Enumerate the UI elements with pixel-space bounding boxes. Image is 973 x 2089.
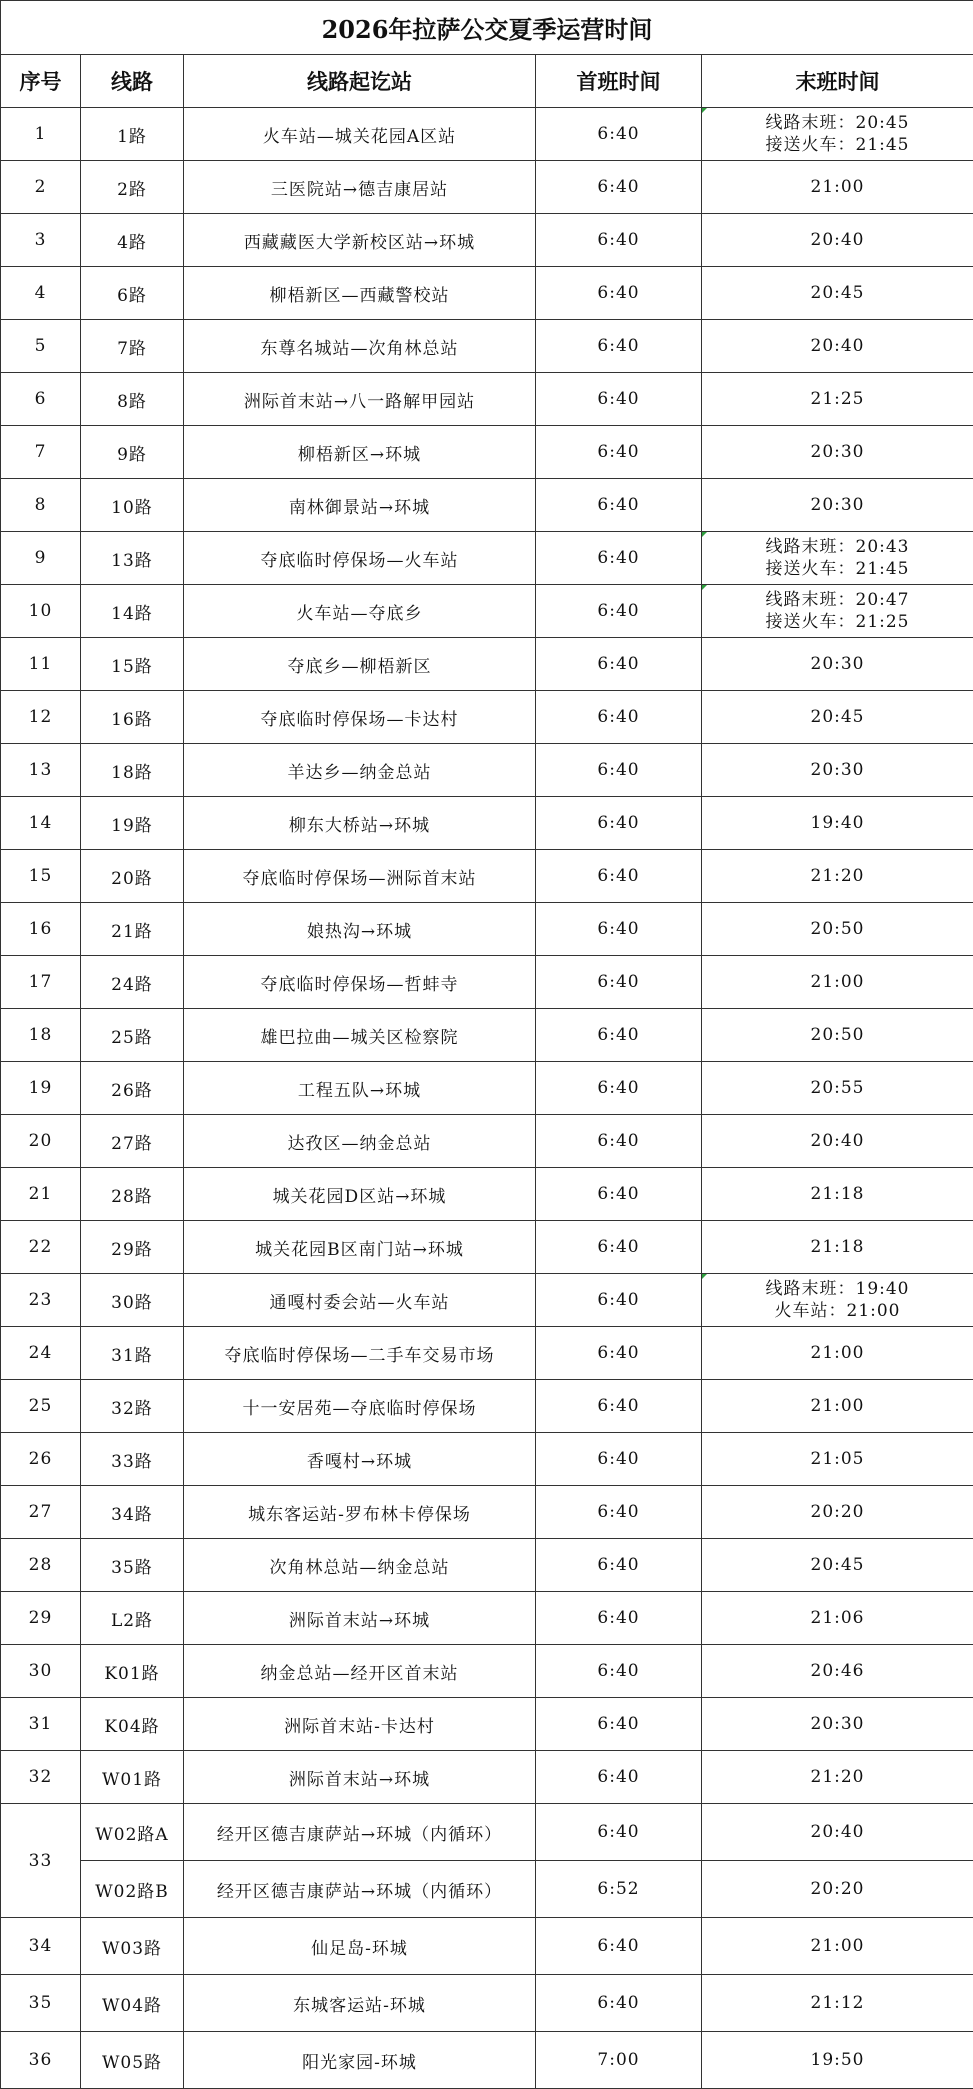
table-row xyxy=(1,1539,973,1592)
row-line: 29路 xyxy=(81,1221,184,1274)
table-row xyxy=(1,479,973,532)
row-last-time xyxy=(702,903,973,956)
row-first-time: 6:40 xyxy=(536,1433,702,1486)
last-time-line: 21:05 xyxy=(702,1448,973,1470)
header-last: 末班时间 xyxy=(702,55,973,108)
row-route: 柳东大桥站→环城 xyxy=(184,797,536,850)
row-line: 6路 xyxy=(81,267,184,320)
last-time-line: 21:00 xyxy=(702,1935,973,1957)
row-first-time: 6:40 xyxy=(536,1804,702,1861)
row-last-time: 20:40 xyxy=(702,1804,973,1861)
row-first-time: 6:40 xyxy=(536,161,702,214)
row-last-time xyxy=(702,956,973,1009)
table-row xyxy=(1,850,973,903)
row-last-time xyxy=(702,1062,973,1115)
row-route: 雄巴拉曲—城关区检察院 xyxy=(184,1009,536,1062)
row-last-time xyxy=(702,1380,973,1433)
table-row xyxy=(1,426,973,479)
row-route: 夺底临时停保场—哲蚌寺 xyxy=(184,956,536,1009)
row-index: 2 xyxy=(1,161,81,214)
row-line: K01路 xyxy=(81,1645,184,1698)
row-last-time: 20:20 xyxy=(702,1861,973,1918)
row-route: 经开区德吉康萨站→环城（内循环） xyxy=(184,1861,536,1918)
table-row xyxy=(1,1009,973,1062)
row-index: 14 xyxy=(1,797,81,850)
last-time-line: 20:46 xyxy=(702,1660,973,1682)
row-route: 夺底临时停保场—洲际首末站 xyxy=(184,850,536,903)
table-row xyxy=(1,1274,973,1327)
row-line: 2路 xyxy=(81,161,184,214)
last-time-line: 20:40 xyxy=(702,335,973,357)
table-row xyxy=(1,1698,973,1751)
row-line: 32路 xyxy=(81,1380,184,1433)
row-index: 6 xyxy=(1,373,81,426)
row-first-time: 6:40 xyxy=(536,1380,702,1433)
row-route: 柳梧新区—西藏警校站 xyxy=(184,267,536,320)
header-row xyxy=(1,55,973,108)
row-route: 达孜区—纳金总站 xyxy=(184,1115,536,1168)
row-first-time: 6:40 xyxy=(536,903,702,956)
row-index: 21 xyxy=(1,1168,81,1221)
row-route: 仙足岛-环城 xyxy=(184,1918,536,1975)
row-index: 30 xyxy=(1,1645,81,1698)
row-index: 20 xyxy=(1,1115,81,1168)
row-line: 35路 xyxy=(81,1539,184,1592)
last-time-line: 21:25 xyxy=(702,388,973,410)
row-route: 城关花园D区站→环城 xyxy=(184,1168,536,1221)
last-time-line: 19:40 xyxy=(702,812,973,834)
row-route: 东城客运站-环城 xyxy=(184,1975,536,2032)
row-first-time: 6:40 xyxy=(536,214,702,267)
row-last-time xyxy=(702,1221,973,1274)
row-line: 14路 xyxy=(81,585,184,638)
last-time-line: 接送火车：21:25 xyxy=(702,611,973,633)
row-last-time xyxy=(702,1751,973,1804)
row-index: 10 xyxy=(1,585,81,638)
last-time-line: 接送火车：21:45 xyxy=(702,558,973,580)
row-first-time: 6:40 xyxy=(536,638,702,691)
last-time-line: 21:00 xyxy=(702,1395,973,1417)
last-time-line: 20:30 xyxy=(702,494,973,516)
row-line: L2路 xyxy=(81,1592,184,1645)
row-index: 22 xyxy=(1,1221,81,1274)
row-route: 夺底临时停保场—卡达村 xyxy=(184,691,536,744)
row-index: 3 xyxy=(1,214,81,267)
table-row xyxy=(1,956,973,1009)
row-index: 1 xyxy=(1,108,81,161)
row-route: 夺底乡—柳梧新区 xyxy=(184,638,536,691)
last-time-line: 20:20 xyxy=(702,1501,973,1523)
row-line: 10路 xyxy=(81,479,184,532)
row-first-time: 6:40 xyxy=(536,1009,702,1062)
row-first-time: 6:40 xyxy=(536,1918,702,1975)
row-first-time: 6:40 xyxy=(536,1645,702,1698)
last-time-line: 21:12 xyxy=(702,1992,973,2014)
row-index: 13 xyxy=(1,744,81,797)
row-last-time xyxy=(702,161,973,214)
row-line: 26路 xyxy=(81,1062,184,1115)
row-last-time xyxy=(702,1327,973,1380)
last-time-line: 21:18 xyxy=(702,1236,973,1258)
row-first-time: 6:40 xyxy=(536,1486,702,1539)
row-line: 7路 xyxy=(81,320,184,373)
row-line: 16路 xyxy=(81,691,184,744)
row-first-time: 6:40 xyxy=(536,108,702,161)
table-row xyxy=(1,744,973,797)
row-line: 27路 xyxy=(81,1115,184,1168)
table-row xyxy=(1,1751,973,1804)
row-line: 9路 xyxy=(81,426,184,479)
row-index: 15 xyxy=(1,850,81,903)
row-first-time: 6:40 xyxy=(536,1274,702,1327)
row-index: 24 xyxy=(1,1327,81,1380)
last-time-line: 20:40 xyxy=(702,229,973,251)
row-index: 34 xyxy=(1,1918,81,1975)
table-row xyxy=(1,1918,973,1975)
page-title: 2026年拉萨公交夏季运营时间 xyxy=(1,1,973,55)
row-line: W02路B xyxy=(81,1861,184,1918)
row-index: 32 xyxy=(1,1751,81,1804)
row-index: 25 xyxy=(1,1380,81,1433)
row-first-time: 6:40 xyxy=(536,797,702,850)
row-line: 8路 xyxy=(81,373,184,426)
table-row xyxy=(1,532,973,585)
schedule-row-33-group xyxy=(1,1804,973,1918)
row-index: 23 xyxy=(1,1274,81,1327)
row-route: 东尊名城站—次角林总站 xyxy=(184,320,536,373)
table-row xyxy=(1,2032,973,2089)
row-index: 17 xyxy=(1,956,81,1009)
row-route: 夺底临时停保场—二手车交易市场 xyxy=(184,1327,536,1380)
row-route: 洲际首末站→环城 xyxy=(184,1751,536,1804)
row-last-time xyxy=(702,691,973,744)
row-first-time: 6:40 xyxy=(536,1115,702,1168)
row-first-time: 6:40 xyxy=(536,1698,702,1751)
row-index: 19 xyxy=(1,1062,81,1115)
last-time-line: 20:45 xyxy=(702,1554,973,1576)
row-last-time xyxy=(702,585,973,638)
row-first-time: 6:40 xyxy=(536,1751,702,1804)
row-route: 娘热沟→环城 xyxy=(184,903,536,956)
row-route: 西藏藏医大学新校区站→环城 xyxy=(184,214,536,267)
row-route: 次角林总站—纳金总站 xyxy=(184,1539,536,1592)
row-last-time xyxy=(702,850,973,903)
table-row xyxy=(1,1486,973,1539)
row-first-time: 6:40 xyxy=(536,1975,702,2032)
row-first-time: 6:40 xyxy=(536,1327,702,1380)
row-last-time xyxy=(702,426,973,479)
row-first-time: 6:40 xyxy=(536,850,702,903)
row-line: 20路 xyxy=(81,850,184,903)
row-last-time xyxy=(702,479,973,532)
table-row xyxy=(1,691,973,744)
header-route: 线路起讫站 xyxy=(184,55,536,108)
row-first-time: 6:40 xyxy=(536,691,702,744)
row-route: 火车站—城关花园A区站 xyxy=(184,108,536,161)
row-line: 1路 xyxy=(81,108,184,161)
row-line: K04路 xyxy=(81,1698,184,1751)
row-index: 18 xyxy=(1,1009,81,1062)
row-first-time: 6:40 xyxy=(536,426,702,479)
row-index: 7 xyxy=(1,426,81,479)
row-last-time xyxy=(702,1009,973,1062)
last-time-line: 20:45 xyxy=(702,282,973,304)
row-last-time xyxy=(702,1698,973,1751)
row-line: W01路 xyxy=(81,1751,184,1804)
row-route: 羊达乡—纳金总站 xyxy=(184,744,536,797)
last-time-line: 21:20 xyxy=(702,1766,973,1788)
row-route: 洲际首末站-卡达村 xyxy=(184,1698,536,1751)
table-row xyxy=(1,108,973,161)
row-last-time xyxy=(702,1645,973,1698)
row-line: 15路 xyxy=(81,638,184,691)
row-line: W04路 xyxy=(81,1975,184,2032)
table-row xyxy=(1,1327,973,1380)
row-last-time xyxy=(702,267,973,320)
row-index: 8 xyxy=(1,479,81,532)
row-index: 28 xyxy=(1,1539,81,1592)
row-last-time xyxy=(702,320,973,373)
schedule-body xyxy=(1,108,973,1804)
row-route: 南林御景站→环城 xyxy=(184,479,536,532)
last-time-line: 20:50 xyxy=(702,1024,973,1046)
row-index: 12 xyxy=(1,691,81,744)
row-line: 34路 xyxy=(81,1486,184,1539)
row-index: 29 xyxy=(1,1592,81,1645)
last-time-line: 20:30 xyxy=(702,759,973,781)
row-line: 21路 xyxy=(81,903,184,956)
row-line: 13路 xyxy=(81,532,184,585)
row-first-time: 6:40 xyxy=(536,1168,702,1221)
row-last-time xyxy=(702,1433,973,1486)
row-last-time xyxy=(702,1274,973,1327)
row-first-time: 6:40 xyxy=(536,585,702,638)
row-first-time: 6:40 xyxy=(536,1539,702,1592)
last-time-line: 线路末班：20:43 xyxy=(702,536,973,558)
last-time-line: 20:45 xyxy=(702,706,973,728)
row-line: 28路 xyxy=(81,1168,184,1221)
row-route: 经开区德吉康萨站→环城（内循环） xyxy=(184,1804,536,1861)
last-time-line: 接送火车：21:45 xyxy=(702,134,973,156)
table-row xyxy=(1,1115,973,1168)
row-route: 城关花园B区南门站→环城 xyxy=(184,1221,536,1274)
header-index: 序号 xyxy=(1,55,81,108)
last-time-line: 20:50 xyxy=(702,918,973,940)
row-last-time xyxy=(702,373,973,426)
row-route: 夺底临时停保场—火车站 xyxy=(184,532,536,585)
row-first-time: 6:40 xyxy=(536,1221,702,1274)
row-route: 纳金总站—经开区首末站 xyxy=(184,1645,536,1698)
row-line: 33路 xyxy=(81,1433,184,1486)
row-first-time: 6:40 xyxy=(536,1592,702,1645)
row-route: 香嘎村→环城 xyxy=(184,1433,536,1486)
last-time-line: 线路末班：20:47 xyxy=(702,589,973,611)
row-last-time xyxy=(702,638,973,691)
table-row xyxy=(1,903,973,956)
row-last-time xyxy=(702,1592,973,1645)
table-row xyxy=(1,1645,973,1698)
table-row xyxy=(1,320,973,373)
row-last-time xyxy=(702,532,973,585)
row-route: 洲际首末站→环城 xyxy=(184,1592,536,1645)
last-time-line: 21:06 xyxy=(702,1607,973,1629)
last-time-line: 20:30 xyxy=(702,653,973,675)
row-line: 4路 xyxy=(81,214,184,267)
row-index: 27 xyxy=(1,1486,81,1539)
last-time-line: 线路末班：20:45 xyxy=(702,112,973,134)
row-first-time: 6:40 xyxy=(536,267,702,320)
row-first-time: 6:40 xyxy=(536,1062,702,1115)
table-row xyxy=(1,373,973,426)
row-line: 18路 xyxy=(81,744,184,797)
header-line: 线路 xyxy=(81,55,184,108)
table-row xyxy=(1,1168,973,1221)
row-index: 11 xyxy=(1,638,81,691)
row-line: 19路 xyxy=(81,797,184,850)
row-first-time: 6:40 xyxy=(536,320,702,373)
row-index: 31 xyxy=(1,1698,81,1751)
row-last-time xyxy=(702,2032,973,2089)
last-time-line: 20:30 xyxy=(702,441,973,463)
last-time-line: 线路末班：19:40 xyxy=(702,1278,973,1300)
row-last-time xyxy=(702,1115,973,1168)
row-line: 25路 xyxy=(81,1009,184,1062)
row-index: 5 xyxy=(1,320,81,373)
row-route: 火车站—夺底乡 xyxy=(184,585,536,638)
row-route: 柳梧新区→环城 xyxy=(184,426,536,479)
row-route: 通嘎村委会站—火车站 xyxy=(184,1274,536,1327)
row-last-time xyxy=(702,744,973,797)
last-time-line: 19:50 xyxy=(702,2049,973,2071)
row-route: 洲际首末站→八一路解甲园站 xyxy=(184,373,536,426)
row-first-time: 6:52 xyxy=(536,1861,702,1918)
row-last-time xyxy=(702,108,973,161)
row-line: W03路 xyxy=(81,1918,184,1975)
row-first-time: 6:40 xyxy=(536,479,702,532)
last-time-line: 20:55 xyxy=(702,1077,973,1099)
table-row xyxy=(1,1380,973,1433)
row-route: 工程五队→环城 xyxy=(184,1062,536,1115)
row-index: 36 xyxy=(1,2032,81,2089)
last-time-line: 21:20 xyxy=(702,865,973,887)
last-time-line: 20:40 xyxy=(702,1130,973,1152)
table-row xyxy=(1,638,973,691)
table-row xyxy=(1,1804,973,1861)
row-index: 33 xyxy=(1,1804,81,1918)
last-time-line: 21:18 xyxy=(702,1183,973,1205)
row-index: 26 xyxy=(1,1433,81,1486)
row-last-time xyxy=(702,1168,973,1221)
table-row xyxy=(1,1975,973,2032)
row-last-time xyxy=(702,1539,973,1592)
row-index: 16 xyxy=(1,903,81,956)
table-row xyxy=(1,161,973,214)
row-index: 35 xyxy=(1,1975,81,2032)
row-line: 24路 xyxy=(81,956,184,1009)
table-row xyxy=(1,585,973,638)
last-time-line: 21:00 xyxy=(702,176,973,198)
last-time-line: 21:00 xyxy=(702,1342,973,1364)
table-row xyxy=(1,1221,973,1274)
row-last-time xyxy=(702,1486,973,1539)
row-line: 30路 xyxy=(81,1274,184,1327)
row-route: 阳光家园-环城 xyxy=(184,2032,536,2089)
header-first: 首班时间 xyxy=(536,55,702,108)
table-row xyxy=(1,214,973,267)
row-route: 城东客运站-罗布林卡停保场 xyxy=(184,1486,536,1539)
table-row xyxy=(1,797,973,850)
row-first-time: 6:40 xyxy=(536,373,702,426)
row-line: 31路 xyxy=(81,1327,184,1380)
row-first-time: 6:40 xyxy=(536,744,702,797)
table-row xyxy=(1,1592,973,1645)
table-row xyxy=(1,1433,973,1486)
last-time-line: 20:30 xyxy=(702,1713,973,1735)
row-first-time: 7:00 xyxy=(536,2032,702,2089)
row-route: 十一安居苑—夺底临时停保场 xyxy=(184,1380,536,1433)
last-time-line: 火车站：21:00 xyxy=(702,1300,973,1322)
row-line: W05路 xyxy=(81,2032,184,2089)
last-time-line: 21:00 xyxy=(702,971,973,993)
table-row xyxy=(1,1062,973,1115)
row-index: 4 xyxy=(1,267,81,320)
row-line: W02路A xyxy=(81,1804,184,1861)
table-row xyxy=(1,1861,973,1918)
row-last-time xyxy=(702,214,973,267)
row-last-time xyxy=(702,1975,973,2032)
row-last-time xyxy=(702,797,973,850)
row-index: 9 xyxy=(1,532,81,585)
row-last-time xyxy=(702,1918,973,1975)
row-first-time: 6:40 xyxy=(536,956,702,1009)
row-first-time: 6:40 xyxy=(536,532,702,585)
table-row xyxy=(1,267,973,320)
row-route: 三医院站→德吉康居站 xyxy=(184,161,536,214)
